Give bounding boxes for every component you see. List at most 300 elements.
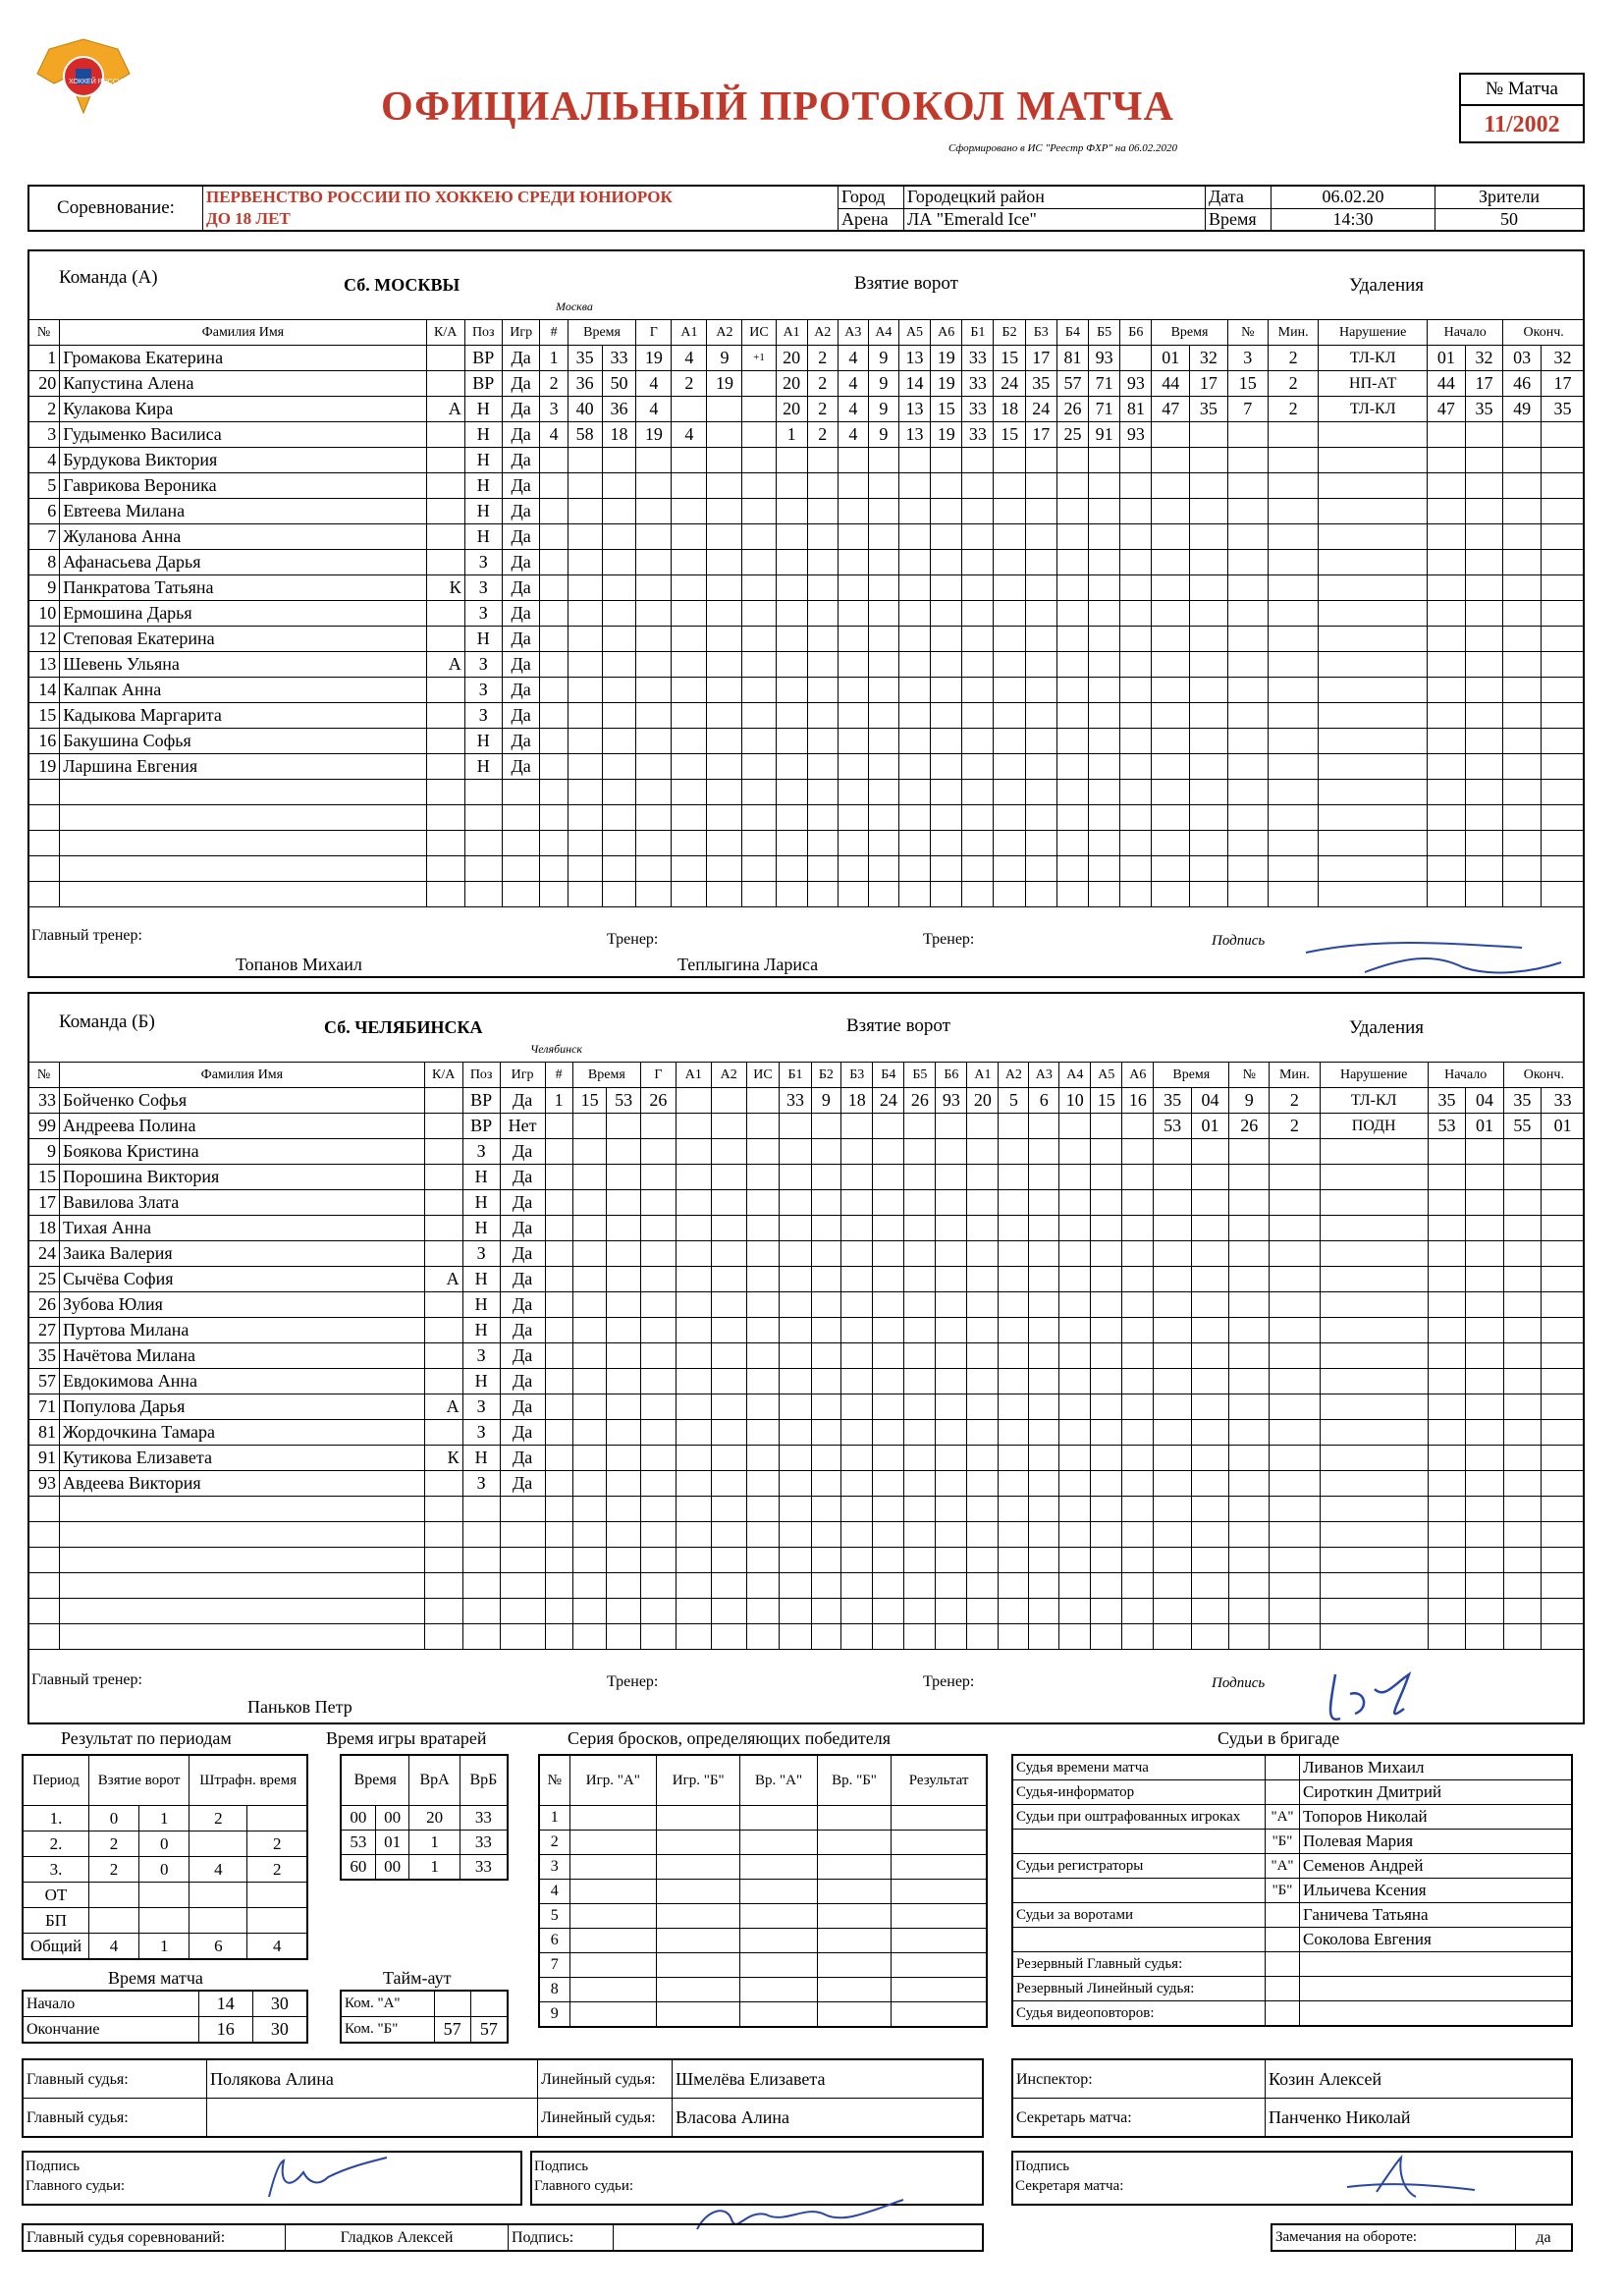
penalty-cell bbox=[1268, 627, 1319, 652]
goal-cell bbox=[936, 1190, 967, 1216]
penalty-cell bbox=[1152, 856, 1190, 882]
penalty-cell bbox=[1428, 1190, 1465, 1216]
player-cell: Н bbox=[464, 397, 502, 422]
goal-cell bbox=[1091, 1267, 1122, 1292]
penalty-cell bbox=[1154, 1139, 1191, 1165]
goal-cell bbox=[707, 831, 742, 856]
player-cell: Ларшина Евгения bbox=[60, 754, 426, 780]
table-row bbox=[28, 805, 1585, 831]
referee-row bbox=[1012, 1977, 1572, 2001]
player-cell: 14 bbox=[28, 678, 60, 703]
penalty-cell bbox=[1466, 1394, 1503, 1420]
penalty-cell: 2 bbox=[1268, 371, 1319, 397]
goal-cell bbox=[931, 601, 962, 627]
goal-cell bbox=[776, 652, 807, 678]
penalty-cell bbox=[1229, 1471, 1270, 1497]
goal-cell bbox=[742, 780, 776, 805]
goal-cell bbox=[1029, 1497, 1059, 1522]
player-cell bbox=[60, 805, 426, 831]
penalty-cell bbox=[1503, 1318, 1541, 1343]
shootout-num: 7 bbox=[539, 1953, 569, 1978]
player-cell: Панкратова Татьяна bbox=[60, 575, 426, 601]
goal-cell bbox=[780, 1624, 811, 1650]
time-label: Время bbox=[1206, 208, 1272, 231]
player-cell bbox=[424, 1420, 462, 1446]
goal-cell bbox=[1122, 1267, 1154, 1292]
goal-cell: 53 bbox=[607, 1088, 641, 1114]
goal-cell bbox=[1091, 1471, 1122, 1497]
player-cell: 99 bbox=[28, 1114, 60, 1139]
sign-sec-label-b: Секретаря матча: bbox=[1015, 2178, 1124, 2194]
goal-cell bbox=[994, 856, 1025, 882]
player-cell: Жуланова Анна bbox=[60, 524, 426, 550]
goal-cell bbox=[572, 1318, 607, 1343]
goal-cell bbox=[962, 601, 994, 627]
goal-cell bbox=[746, 1241, 780, 1267]
table-row bbox=[28, 1088, 1585, 1114]
player-cell bbox=[60, 1548, 425, 1573]
goal-cell bbox=[868, 575, 898, 601]
goal-cell bbox=[746, 1624, 780, 1650]
penalty-cell bbox=[1191, 1216, 1228, 1241]
goal-cell bbox=[545, 1369, 572, 1394]
goal-cell: 15 bbox=[931, 397, 962, 422]
penalty-cell bbox=[1503, 1497, 1541, 1522]
player-cell: З bbox=[464, 601, 502, 627]
player-cell: Вавилова Злата bbox=[60, 1190, 425, 1216]
goal-cell bbox=[967, 1139, 999, 1165]
goal-cell bbox=[742, 652, 776, 678]
goal-cell bbox=[707, 524, 742, 550]
goal-cell bbox=[607, 1624, 641, 1650]
goal-cell bbox=[672, 729, 707, 754]
goal-cell: 15 bbox=[994, 346, 1025, 371]
player-cell bbox=[426, 448, 464, 473]
goal-cell bbox=[1056, 652, 1088, 678]
penalty-cell bbox=[1466, 1420, 1503, 1446]
goal-cell bbox=[602, 627, 636, 652]
penalty-cell bbox=[1319, 805, 1428, 831]
shootout-cell bbox=[569, 1953, 656, 1978]
penalty-cell bbox=[1268, 448, 1319, 473]
team_a-hdr-goal-7: А2 bbox=[807, 320, 838, 346]
goal-cell bbox=[873, 1522, 904, 1548]
penalty-cell bbox=[1152, 831, 1190, 856]
penalty-cell bbox=[1320, 1369, 1428, 1394]
gk-row bbox=[341, 1806, 508, 1831]
sign-main-1-signature bbox=[249, 2153, 406, 2208]
goal-cell bbox=[936, 1216, 967, 1241]
goal-cell bbox=[904, 1267, 936, 1292]
goal-cell: 17 bbox=[1025, 422, 1056, 448]
goal-cell bbox=[931, 499, 962, 524]
goal-cell bbox=[572, 1241, 607, 1267]
shootout-cell bbox=[569, 1880, 656, 1904]
table-row bbox=[28, 627, 1585, 652]
goal-cell bbox=[746, 1522, 780, 1548]
goal-cell bbox=[873, 1497, 904, 1522]
goal-cell bbox=[936, 1139, 967, 1165]
player-cell: З bbox=[462, 1139, 500, 1165]
penalty-cell bbox=[1428, 499, 1466, 524]
goal-cell: 57 bbox=[1056, 371, 1088, 397]
goal-cell bbox=[1059, 1420, 1091, 1446]
table-row bbox=[28, 729, 1585, 754]
goal-cell bbox=[572, 1139, 607, 1165]
referee-role: Судья-информатор bbox=[1012, 1780, 1266, 1805]
gk-col-b: ВрБ bbox=[460, 1755, 508, 1806]
goal-cell bbox=[607, 1318, 641, 1343]
goal-cell bbox=[811, 1548, 841, 1573]
logo-text: ХОККЕЙ РОССИИ bbox=[69, 79, 128, 85]
goal-cell bbox=[607, 1446, 641, 1471]
goal-cell bbox=[1091, 1139, 1122, 1165]
goal-cell bbox=[711, 1216, 746, 1241]
goal-cell bbox=[672, 780, 707, 805]
penalty-cell bbox=[1503, 831, 1542, 856]
goal-cell bbox=[873, 1420, 904, 1446]
penalty-cell bbox=[1503, 882, 1542, 907]
goal-cell: 16 bbox=[1122, 1088, 1154, 1114]
goal-cell bbox=[1122, 1165, 1154, 1190]
periods-cell bbox=[247, 1883, 307, 1908]
player-cell: Да bbox=[500, 1139, 545, 1165]
goal-cell bbox=[776, 499, 807, 524]
penalty-cell: 01 bbox=[1191, 1114, 1228, 1139]
table-row bbox=[28, 882, 1585, 907]
penalty-cell bbox=[1503, 1190, 1541, 1216]
penalty-cell bbox=[1152, 754, 1190, 780]
goal-cell bbox=[841, 1522, 873, 1548]
player-cell bbox=[426, 780, 464, 805]
team_b-hdr-roster-3: Поз bbox=[462, 1063, 500, 1088]
goal-cell bbox=[640, 1190, 676, 1216]
goal-cell bbox=[1056, 499, 1088, 524]
player-cell bbox=[28, 780, 60, 805]
goal-cell bbox=[1122, 1114, 1154, 1139]
referee-role bbox=[1012, 1879, 1266, 1903]
player-cell: Тихая Анна bbox=[60, 1216, 425, 1241]
goal-cell bbox=[1029, 1114, 1059, 1139]
remarks: да bbox=[1516, 2224, 1573, 2251]
penalty-cell bbox=[1319, 550, 1428, 575]
goal-cell bbox=[962, 831, 994, 856]
penalty-cell bbox=[1503, 856, 1542, 882]
table-row bbox=[28, 1446, 1585, 1471]
player-cell: Да bbox=[500, 1267, 545, 1292]
shootout-cell bbox=[892, 1831, 987, 1855]
goal-cell bbox=[994, 703, 1025, 729]
goal-cell bbox=[742, 422, 776, 448]
goal-cell bbox=[898, 856, 930, 882]
team_a-hdr-goal-17: Б6 bbox=[1120, 320, 1152, 346]
goal-cell bbox=[780, 1318, 811, 1343]
player-cell: 10 bbox=[28, 601, 60, 627]
gk-col-time: Время bbox=[341, 1755, 409, 1806]
goal-cell bbox=[904, 1165, 936, 1190]
goal-cell bbox=[672, 627, 707, 652]
penalty-cell bbox=[1542, 1190, 1585, 1216]
goal-cell bbox=[811, 1318, 841, 1343]
penalty-cell bbox=[1465, 499, 1503, 524]
timeout-a-m bbox=[434, 1991, 470, 2017]
player-cell: Н bbox=[464, 754, 502, 780]
goal-cell bbox=[676, 1599, 711, 1624]
penalty-cell: ПОДН bbox=[1320, 1114, 1428, 1139]
goal-cell bbox=[962, 473, 994, 499]
penalty-cell bbox=[1541, 856, 1584, 882]
player-cell: Афанасьева Дарья bbox=[60, 550, 426, 575]
goal-cell bbox=[1025, 780, 1056, 805]
player-cell bbox=[500, 1522, 545, 1548]
penalty-cell bbox=[1466, 1522, 1503, 1548]
referee-team: "А" bbox=[1266, 1854, 1300, 1879]
periods-cell: 2 bbox=[88, 1857, 138, 1883]
goal-cell bbox=[962, 729, 994, 754]
penalty-cell bbox=[1190, 882, 1228, 907]
goal-cell bbox=[807, 703, 838, 729]
goal-cell bbox=[1089, 678, 1120, 703]
goal-cell bbox=[967, 1165, 999, 1190]
referee-row bbox=[1012, 1854, 1572, 1879]
goal-cell bbox=[672, 703, 707, 729]
table-row bbox=[28, 1267, 1585, 1292]
goal-cell bbox=[707, 601, 742, 627]
penalty-cell bbox=[1190, 601, 1228, 627]
goal-cell bbox=[936, 1497, 967, 1522]
goal-cell bbox=[640, 1394, 676, 1420]
shootout-cell bbox=[892, 1904, 987, 1929]
goal-cell bbox=[1122, 1497, 1154, 1522]
goal-cell bbox=[676, 1292, 711, 1318]
team_a-hdr-pen-1: № bbox=[1227, 320, 1268, 346]
shootout-cell bbox=[740, 1831, 818, 1855]
goal-cell bbox=[1056, 550, 1088, 575]
goal-cell bbox=[838, 499, 868, 524]
player-cell bbox=[60, 1522, 425, 1548]
team_b-hdr-roster-4: Игр bbox=[500, 1063, 545, 1088]
player-cell: ВР bbox=[464, 371, 502, 397]
penalty-cell bbox=[1154, 1343, 1191, 1369]
goal-cell bbox=[1025, 524, 1056, 550]
player-cell: Да bbox=[500, 1241, 545, 1267]
goal-cell bbox=[707, 754, 742, 780]
shootout-cell bbox=[817, 1831, 891, 1855]
periods-table bbox=[22, 1754, 308, 1960]
player-cell bbox=[500, 1624, 545, 1650]
player-cell bbox=[426, 729, 464, 754]
goal-cell bbox=[640, 1165, 676, 1190]
player-cell: Начётова Милана bbox=[60, 1343, 425, 1369]
penalty-cell bbox=[1428, 831, 1466, 856]
goal-cell bbox=[936, 1573, 967, 1599]
penalty-cell bbox=[1191, 1190, 1228, 1216]
goal-cell bbox=[838, 831, 868, 856]
goal-cell bbox=[1059, 1318, 1091, 1343]
goal-cell bbox=[640, 1343, 676, 1369]
goal-cell bbox=[1059, 1573, 1091, 1599]
penalty-cell bbox=[1268, 780, 1319, 805]
goal-cell: 4 bbox=[636, 371, 672, 397]
goal-cell bbox=[1091, 1394, 1122, 1420]
penalty-cell bbox=[1503, 1343, 1541, 1369]
goal-cell bbox=[711, 1599, 746, 1624]
goal-cell: 19 bbox=[707, 371, 742, 397]
goal-cell: 9 bbox=[868, 397, 898, 422]
shootout-cell bbox=[740, 1806, 818, 1831]
goal-cell bbox=[676, 1420, 711, 1446]
goal-cell bbox=[811, 1216, 841, 1241]
player-cell: Н bbox=[462, 1446, 500, 1471]
player-cell bbox=[424, 1369, 462, 1394]
goal-cell bbox=[545, 1241, 572, 1267]
goal-cell: 6 bbox=[1029, 1088, 1059, 1114]
goal-cell bbox=[1089, 754, 1120, 780]
goal-cell bbox=[807, 448, 838, 473]
penalty-cell bbox=[1465, 831, 1503, 856]
penalty-cell: 01 bbox=[1542, 1114, 1585, 1139]
penalty-cell bbox=[1542, 1241, 1585, 1267]
penalty-cell bbox=[1320, 1241, 1428, 1267]
goal-cell bbox=[672, 499, 707, 524]
penalty-cell bbox=[1191, 1165, 1228, 1190]
team_a-hdr-pen-4: Начало bbox=[1428, 320, 1503, 346]
penalty-cell: 44 bbox=[1428, 371, 1466, 397]
goal-cell bbox=[540, 729, 568, 754]
goal-cell bbox=[841, 1139, 873, 1165]
goal-cell bbox=[811, 1343, 841, 1369]
player-cell: А bbox=[424, 1394, 462, 1420]
penalty-cell bbox=[1542, 1624, 1585, 1650]
goal-cell bbox=[640, 1139, 676, 1165]
penalty-cell bbox=[1428, 1420, 1465, 1446]
player-cell: Боякова Кристина bbox=[60, 1139, 425, 1165]
goal-cell bbox=[1059, 1624, 1091, 1650]
goal-cell bbox=[676, 1216, 711, 1241]
goal-cell bbox=[742, 678, 776, 703]
inspector-label: Инспектор: bbox=[1012, 2059, 1266, 2099]
goal-cell bbox=[672, 805, 707, 831]
goal-cell bbox=[746, 1369, 780, 1394]
penalty-cell bbox=[1268, 575, 1319, 601]
team_a-hdr-roster-3: Поз bbox=[464, 320, 502, 346]
goal-cell bbox=[711, 1190, 746, 1216]
goal-cell bbox=[811, 1267, 841, 1292]
goal-cell bbox=[742, 499, 776, 524]
goal-cell bbox=[676, 1318, 711, 1343]
periods-cell: ОТ bbox=[23, 1883, 88, 1908]
referee-team bbox=[1266, 1780, 1300, 1805]
goal-cell bbox=[1059, 1139, 1091, 1165]
penalty-cell bbox=[1541, 729, 1584, 754]
table-row bbox=[28, 856, 1585, 882]
goal-cell bbox=[746, 1165, 780, 1190]
goal-cell bbox=[672, 652, 707, 678]
goal-cell bbox=[540, 856, 568, 882]
player-cell bbox=[426, 703, 464, 729]
goal-cell bbox=[707, 397, 742, 422]
goal-cell bbox=[776, 448, 807, 473]
goal-cell bbox=[868, 652, 898, 678]
team-b-sign-label: Подпись bbox=[1212, 1675, 1266, 1691]
goal-cell bbox=[746, 1292, 780, 1318]
goal-cell: 9 bbox=[868, 422, 898, 448]
player-cell bbox=[424, 1139, 462, 1165]
goal-cell bbox=[1122, 1573, 1154, 1599]
goal-cell bbox=[873, 1446, 904, 1471]
player-cell bbox=[500, 1573, 545, 1599]
goal-cell bbox=[873, 1241, 904, 1267]
goal-cell bbox=[841, 1241, 873, 1267]
goal-cell: 2 bbox=[807, 371, 838, 397]
goal-cell bbox=[742, 397, 776, 422]
penalty-cell bbox=[1503, 1522, 1541, 1548]
penalty-cell bbox=[1466, 1241, 1503, 1267]
penalty-cell bbox=[1428, 856, 1466, 882]
penalty-cell bbox=[1270, 1599, 1320, 1624]
goal-cell bbox=[707, 627, 742, 652]
goal-cell bbox=[540, 575, 568, 601]
main-ref-label-1: Главный судья: bbox=[23, 2059, 207, 2099]
goal-cell: 9 bbox=[707, 346, 742, 371]
goal-cell: +1 bbox=[742, 346, 776, 371]
secretary-label: Секретарь матча: bbox=[1012, 2099, 1266, 2138]
penalty-cell bbox=[1466, 1318, 1503, 1343]
shootout-cell bbox=[892, 1953, 987, 1978]
periods-cell: 2. bbox=[23, 1831, 88, 1857]
penalty-cell bbox=[1542, 1139, 1585, 1165]
goal-cell bbox=[1091, 1216, 1122, 1241]
shootout-cell bbox=[817, 1904, 891, 1929]
penalty-cell bbox=[1503, 1446, 1541, 1471]
goal-cell bbox=[838, 473, 868, 499]
player-cell: 1 bbox=[28, 346, 60, 371]
goal-cell bbox=[540, 780, 568, 805]
penalty-cell: 35 bbox=[1541, 397, 1584, 422]
goal-cell bbox=[602, 729, 636, 754]
goal-cell: 81 bbox=[1056, 346, 1088, 371]
goal-cell bbox=[898, 550, 930, 575]
goal-cell bbox=[742, 831, 776, 856]
goal-cell bbox=[1089, 780, 1120, 805]
goal-cell bbox=[540, 627, 568, 652]
goal-cell bbox=[568, 499, 602, 524]
goal-cell bbox=[811, 1522, 841, 1548]
team-a-penalties-title: Удаления bbox=[1349, 275, 1425, 296]
goal-cell: 50 bbox=[602, 371, 636, 397]
penalty-cell bbox=[1154, 1318, 1191, 1343]
player-cell bbox=[500, 1548, 545, 1573]
goal-cell bbox=[931, 831, 962, 856]
goal-cell bbox=[676, 1446, 711, 1471]
goal-cell bbox=[873, 1471, 904, 1497]
penalty-cell bbox=[1190, 729, 1228, 754]
shootout-cell bbox=[817, 1855, 891, 1880]
team_b-hdr-goal-9: Б4 bbox=[873, 1063, 904, 1088]
penalty-cell bbox=[1503, 652, 1542, 678]
penalty-cell bbox=[1319, 703, 1428, 729]
team-a-coach2-label: Тренер: bbox=[923, 931, 975, 948]
goal-cell bbox=[1122, 1446, 1154, 1471]
goal-cell bbox=[572, 1497, 607, 1522]
player-cell: З bbox=[462, 1420, 500, 1446]
player-cell: 15 bbox=[28, 703, 60, 729]
penalty-cell bbox=[1465, 703, 1503, 729]
shootout-cell bbox=[892, 1929, 987, 1953]
goal-cell bbox=[1059, 1446, 1091, 1471]
table-row bbox=[28, 1114, 1585, 1139]
goal-cell bbox=[994, 499, 1025, 524]
